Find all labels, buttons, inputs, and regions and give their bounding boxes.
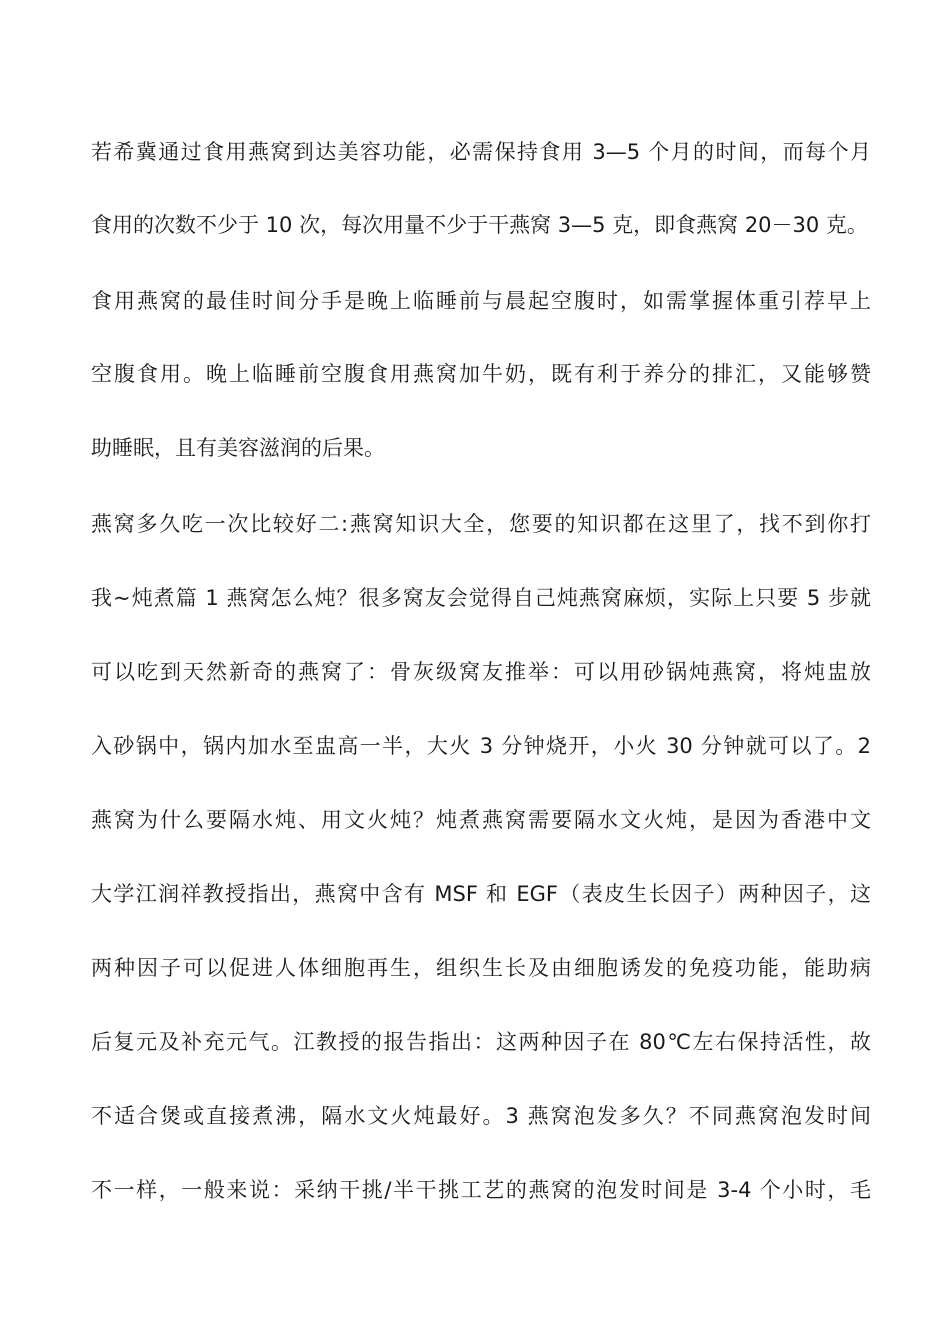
text-line: 食用燕窝的最佳时间分手是晚上临睡前与晨起空腹时，如需掌握体重引荐早上	[91, 289, 871, 313]
text-line: 我~炖煮篇 1 燕窝怎么炖？很多窝友会觉得自己炖燕窝麻烦，实际上只要 5 步就	[91, 586, 871, 610]
text-line: 助睡眠，且有美容滋润的后果。	[91, 436, 385, 460]
text-line: 空腹食用。晚上临睡前空腹食用燕窝加牛奶，既有利于养分的排汇，又能够赞	[91, 362, 871, 386]
text-line: 食用的次数不少于 10 次，每次用量不少于干燕窝 3—5 克，即食燕窝 20－30 克。	[91, 213, 868, 237]
text-line: 可以吃到天然新奇的燕窝了：骨灰级窝友推举：可以用砂锅炖燕窝，将炖盅放	[91, 660, 871, 684]
text-line: 不一样，一般来说：采纳干挑/半干挑工艺的燕窝的泡发时间是 3-4 个小时，毛	[91, 1178, 871, 1202]
text-line: 若希冀通过食用燕窝到达美容功能，必需保持食用 3—5 个月的时间，而每个月	[91, 140, 871, 164]
text-line: 大学江润祥教授指出，燕窝中含有 MSF 和 EGF（表皮生长因子）两种因子，这	[91, 882, 871, 906]
text-line: 入砂锅中，锅内加水至盅高一半，大火 3 分钟烧开，小火 30 分钟就可以了。2	[91, 734, 871, 758]
text-line: 燕窝为什么要隔水炖、用文火炖？炖煮燕窝需要隔水文火炖，是因为香港中文	[91, 808, 871, 832]
text-line: 不适合煲或直接煮沸，隔水文火炖最好。3 燕窝泡发多久？不同燕窝泡发时间	[91, 1104, 871, 1128]
text-line: 后复元及补充元气。江教授的报告指出：这两种因子在 80℃左右保持活性，故	[91, 1030, 871, 1054]
text-line: 燕窝多久吃一次比较好二:燕窝知识大全，您要的知识都在这里了，找不到你打	[91, 512, 871, 536]
text-line: 两种因子可以促进人体细胞再生，组织生长及由细胞诱发的免疫功能，能助病	[91, 956, 871, 980]
